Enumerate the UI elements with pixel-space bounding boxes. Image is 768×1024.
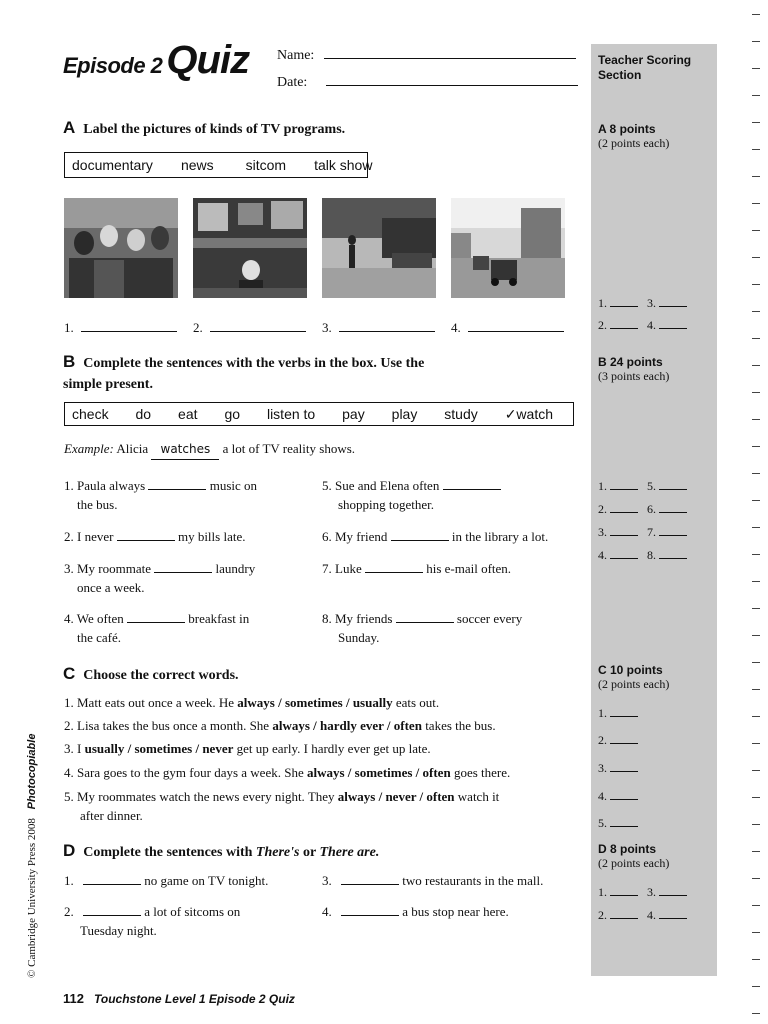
name-label: Name: xyxy=(277,48,315,63)
edge-tick xyxy=(752,41,760,42)
edge-tick xyxy=(752,797,760,798)
edge-tick xyxy=(752,257,760,258)
edge-tick xyxy=(752,635,760,636)
b-item-4: 4. We often breakfast in the café. xyxy=(64,611,250,645)
answer-a-3[interactable]: 3. xyxy=(322,318,435,337)
edge-tick xyxy=(752,284,760,285)
scoring-d-row1: 1. 3. xyxy=(598,885,687,900)
scoring-b-row1: 1. 5. xyxy=(598,479,687,494)
footer-title: Touchstone Level 1 Episode 2 Quiz xyxy=(93,992,295,1006)
section-d-heading: D Complete the sentences with There's or There are. xyxy=(63,841,380,860)
word-do: do xyxy=(135,406,152,422)
word-play: play xyxy=(391,406,418,422)
edge-tick xyxy=(752,743,760,744)
edge-tick xyxy=(752,14,760,15)
edge-tick xyxy=(752,95,760,96)
word-talk-show: talk show xyxy=(314,157,373,173)
d-item-2: 2. a lot of sitcoms on Tuesday night. xyxy=(64,904,241,938)
title-quiz: Quiz xyxy=(166,38,250,82)
edge-tick xyxy=(752,878,760,879)
section-b-word-box xyxy=(64,402,574,426)
word-listen-to: listen to xyxy=(266,406,316,422)
title-episode: Episode 2 xyxy=(63,53,163,78)
answer-a-2[interactable]: 2. xyxy=(193,318,306,337)
edge-tick xyxy=(752,851,760,852)
scoring-title: Teacher Scoring Section xyxy=(598,53,692,82)
c-choice-3[interactable]: usually / sometimes / never xyxy=(84,741,234,756)
edge-tick xyxy=(752,446,760,447)
scoring-b-row3: 3. 7. xyxy=(598,525,687,540)
scoring-b-row2: 2. 6. xyxy=(598,502,687,517)
edge-tick xyxy=(752,338,760,339)
section-c-heading: C Choose the correct words. xyxy=(63,664,239,683)
scoring-c-4: 4. xyxy=(598,789,638,804)
edge-tick xyxy=(752,473,760,474)
scoring-c-1: 1. xyxy=(598,706,638,721)
word-watch: ✓watch xyxy=(504,405,553,422)
edge-tick xyxy=(752,905,760,906)
edge-tick xyxy=(752,149,760,150)
edge-tick xyxy=(752,500,760,501)
edge-tick xyxy=(752,581,760,582)
photo-news xyxy=(322,198,436,298)
example-answer: watches xyxy=(151,440,219,460)
date-label: Date: xyxy=(277,75,308,90)
c-item-2: 2. Lisa takes the bus once a month. She always / hardly ever / often takes the bus. xyxy=(64,718,496,733)
c-item-1: 1. Matt eats out once a week. He always / sometimes / usually eats out. xyxy=(64,695,440,710)
scoring-d-row2: 2. 4. xyxy=(598,908,687,923)
b-item-8: 8. My friends soccer every Sunday. xyxy=(322,611,523,645)
c-item-4: 4. Sara goes to the gym four days a week. She always / sometimes / often goes there. xyxy=(64,765,511,780)
b-item-1: 1. Paula always music on the bus. xyxy=(64,478,258,512)
b-item-7: 7. Luke his e-mail often. xyxy=(322,561,512,576)
date-blank[interactable] xyxy=(326,73,578,86)
copyright-vertical: © Cambridge University Press 2008 Photocopiable xyxy=(26,733,38,978)
d-item-4: 4. a bus stop near here. xyxy=(322,904,509,919)
edge-tick xyxy=(752,986,760,987)
edge-tick xyxy=(752,959,760,960)
edge-tick xyxy=(752,311,760,312)
c-choice-5[interactable]: always / never / often xyxy=(337,789,455,804)
edge-tick xyxy=(752,689,760,690)
edge-tick xyxy=(752,824,760,825)
word-eat: eat xyxy=(178,406,198,422)
name-blank[interactable] xyxy=(324,46,576,59)
scoring-c-2: 2. xyxy=(598,733,638,748)
word-study: study xyxy=(444,406,478,422)
scoring-b-row4: 4. 8. xyxy=(598,548,687,563)
scoring-c-3: 3. xyxy=(598,761,638,776)
section-a-word-box xyxy=(64,152,373,178)
c-choice-2[interactable]: always / hardly ever / often xyxy=(272,718,422,733)
c-choice-1[interactable]: always / sometimes / usually xyxy=(237,695,393,710)
scoring-a: A 8 points (2 points each) xyxy=(598,122,670,150)
edge-tick xyxy=(752,554,760,555)
d-item-3: 3. two restaurants in the mall. xyxy=(322,873,544,888)
d-item-1: 1. no game on TV tonight. xyxy=(64,873,269,888)
c-item-5: 5. My roommates watch the news every night. They always / never / often watch it after dinner. xyxy=(64,789,500,823)
edge-tick xyxy=(752,419,760,420)
page-footer xyxy=(63,990,295,1008)
section-a-heading: A Label the pictures of kinds of TV programs. xyxy=(63,118,346,137)
edge-tick xyxy=(752,662,760,663)
edge-tick xyxy=(752,203,760,204)
photo-documentary xyxy=(451,198,565,298)
b-item-6: 6. My friend in the library a lot. xyxy=(322,529,549,544)
word-documentary: documentary xyxy=(72,157,153,173)
scoring-d: D 8 points (2 points each) xyxy=(598,842,670,870)
b-item-3: 3. My roommate laundry once a week. xyxy=(64,561,256,595)
word-go: go xyxy=(224,406,241,422)
scoring-c: C 10 points (2 points each) xyxy=(598,663,670,691)
page-number: 112 xyxy=(63,991,84,1006)
scoring-c-5: 5. xyxy=(598,816,638,831)
section-b-example: Example: Alicia watches a lot of TV reality shows. xyxy=(64,439,355,460)
b-item-5: 5. Sue and Elena often shopping together. xyxy=(322,476,501,514)
word-sitcom: sitcom xyxy=(245,157,287,173)
c-choice-4[interactable]: always / sometimes / often xyxy=(306,765,451,780)
date-field[interactable] xyxy=(277,73,578,92)
edge-tick xyxy=(752,608,760,609)
edge-tick xyxy=(752,392,760,393)
edge-tick xyxy=(752,1013,760,1014)
scoring-b: B 24 points (3 points each) xyxy=(598,355,670,383)
answer-a-1[interactable]: 1. xyxy=(64,318,177,337)
edge-tick xyxy=(752,770,760,771)
edge-tick xyxy=(752,932,760,933)
edge-tick xyxy=(752,68,760,69)
word-news: news xyxy=(180,157,214,173)
edge-tick xyxy=(752,365,760,366)
edge-tick xyxy=(752,176,760,177)
photo-sitcom xyxy=(64,198,178,298)
c-item-3: 3. I usually / sometimes / never get up early. I hardly ever get up late. xyxy=(64,741,431,756)
answer-a-4[interactable]: 4. xyxy=(451,318,564,337)
scoring-a-row1: 1. 3. xyxy=(598,296,687,311)
photo-talk-show xyxy=(193,198,307,298)
edge-tick xyxy=(752,230,760,231)
edge-tick xyxy=(752,716,760,717)
word-pay: pay xyxy=(342,406,365,422)
scoring-a-row2: 2. 4. xyxy=(598,318,687,333)
b-item-2: 2. I never my bills late. xyxy=(64,529,246,544)
name-field[interactable] xyxy=(277,46,576,65)
word-check: check xyxy=(72,406,109,422)
edge-tick xyxy=(752,527,760,528)
quiz-title xyxy=(63,38,249,83)
edge-tick xyxy=(752,122,760,123)
section-b-heading: B Complete the sentences with the verbs in the box. Use the simple present. xyxy=(63,352,425,392)
